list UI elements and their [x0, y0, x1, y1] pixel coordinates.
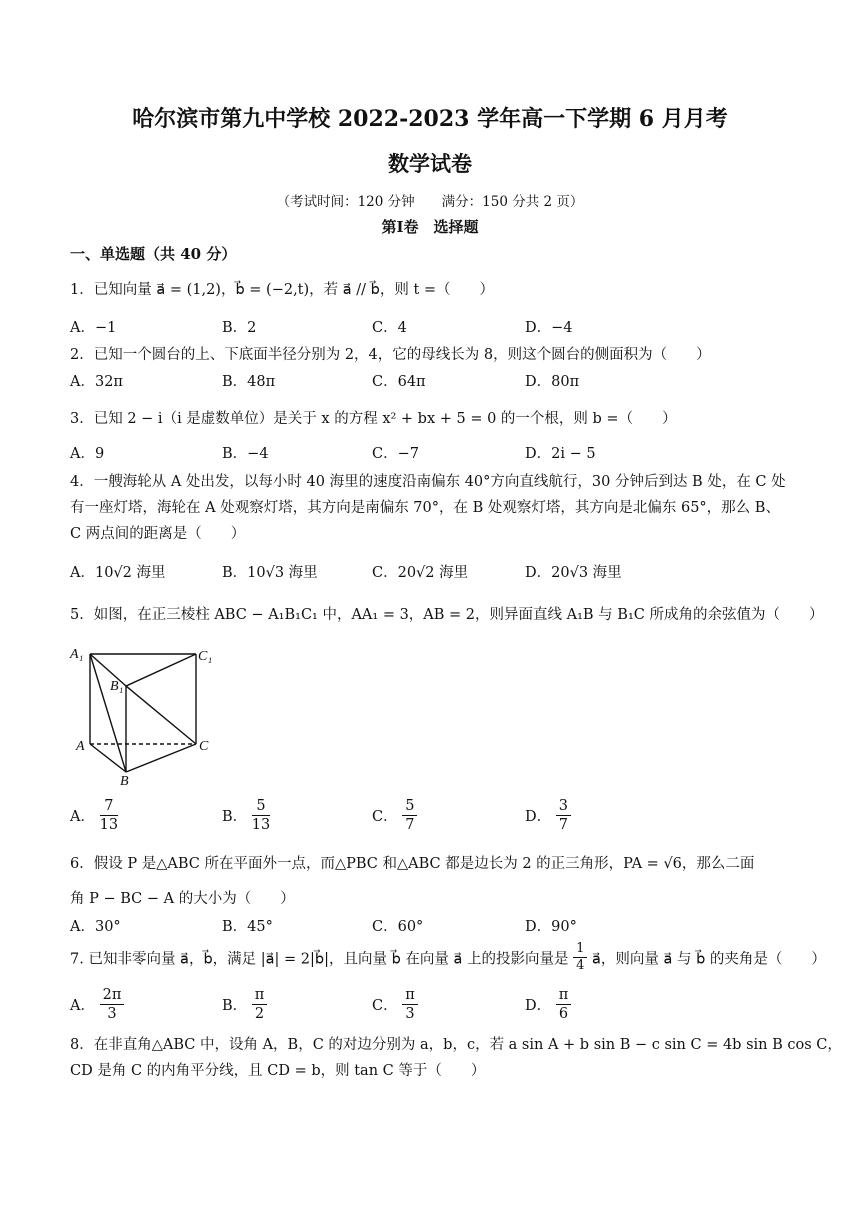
q5-option-b-den: 13 [251, 817, 271, 834]
q7-text-after: a⃗，则向量 a⃗ 与 b⃗ 的夹角是（ ） [592, 951, 826, 968]
exam-subtitle: 数学试卷 [388, 151, 472, 176]
q7-option-c-den: 3 [405, 1006, 415, 1023]
q7-option-c-letter: C． [372, 998, 398, 1015]
q3-option-c: C．−7 [372, 446, 419, 462]
question-4-line-2: 有一座灯塔，海轮在 A 处观察灯塔，其方向是南偏东 70°，在 B 处观察灯塔，其方向是北偏东 65°，那么 B、 [70, 500, 780, 516]
label-a: A [76, 739, 85, 754]
q7-option-a-num: 2π [100, 986, 125, 1005]
q4-option-c: C．20√2 海里 [372, 565, 469, 581]
q5-option-b [222, 797, 270, 834]
q6-option-d: D．90° [525, 919, 577, 935]
label-c1: C₁ [198, 649, 213, 664]
q6-option-a: A．30° [70, 919, 121, 935]
q3-option-d: D．2i − 5 [525, 446, 596, 462]
question-1: 1．已知向量 a⃗ = (1,2)，b⃗ = (−2,t)，若 a⃗ // b⃗，则 t =（ ） [70, 282, 495, 298]
q5-option-a-num: 7 [100, 797, 118, 816]
q7-option-d [525, 986, 571, 1023]
section-heading: 一、单选题（共 40 分） [70, 245, 237, 263]
question-4-line-3: C 两点间的距离是（ ） [70, 526, 246, 542]
q5-option-d [525, 797, 571, 834]
label-b1: B₁ [110, 679, 124, 694]
q4-option-a: A．10√2 海里 [70, 565, 166, 581]
q5-option-d-letter: D． [525, 809, 552, 826]
q7-frac-den: 4 [576, 958, 585, 974]
q7-option-a [70, 986, 124, 1023]
q6-option-b: B．45° [222, 919, 273, 935]
prism-figure [68, 640, 228, 788]
q1-option-a: A．−1 [70, 320, 117, 336]
q1-option-d: D．−4 [525, 320, 573, 336]
q5-option-a-letter: A． [70, 809, 95, 826]
exam-info: （考试时间：120 分钟 满分：150 分共 2 页） [276, 194, 584, 210]
q5-option-a [70, 797, 118, 834]
q4-option-d: D．20√3 海里 [525, 565, 622, 581]
q2-option-b: B．48π [222, 374, 276, 390]
q5-option-d-num: 3 [556, 797, 571, 816]
question-4-line-1: 4．一艘海轮从 A 处出发，以每小时 40 海里的速度沿南偏东 40°方向直线航行，30 分钟后到达 B 处，在 C 处 [70, 474, 786, 490]
q5-option-c [372, 797, 417, 834]
q2-option-a: A．32π [70, 374, 123, 390]
exam-title: 哈尔滨市第九中学校 2022-2023 学年高一下学期 6 月月考 [132, 106, 728, 132]
q5-option-a-den: 13 [99, 817, 119, 834]
q6-option-c: C．60° [372, 919, 424, 935]
q2-option-d: D．80π [525, 374, 580, 390]
q7-option-b-letter: B． [222, 998, 248, 1015]
q3-option-a: A．9 [70, 446, 105, 462]
q5-option-c-letter: C． [372, 809, 398, 826]
q7-option-d-num: π [556, 986, 572, 1005]
q7-option-d-den: 6 [558, 1006, 569, 1023]
q2-option-c: C．64π [372, 374, 426, 390]
q7-option-b-den: 2 [254, 1006, 265, 1023]
volume-heading: 第Ⅰ卷 选择题 [381, 218, 479, 236]
q5-option-c-num: 5 [402, 797, 417, 816]
q1-option-b: B．2 [222, 320, 257, 336]
q4-option-b: B．10√3 海里 [222, 565, 318, 581]
q7-option-c-num: π [402, 986, 418, 1005]
q7-option-a-letter: A． [70, 998, 95, 1015]
q7-option-d-letter: D． [525, 998, 552, 1015]
q5-option-b-letter: B． [222, 809, 248, 826]
q5-option-b-num: 5 [252, 797, 270, 816]
q7-text-before: 7. 已知非零向量 a⃗，b⃗，满足 |a⃗| = 2|b⃗|，且向量 b⃗ 在向量 a⃗ 上的投影向量是 [70, 951, 569, 968]
q7-option-c [372, 986, 418, 1023]
question-5: 5．如图，在正三棱柱 ABC − A₁B₁C₁ 中，AA₁ = 3，AB = 2，则异面直线 A₁B 与 B₁C 所成角的余弦值为（ ） [70, 607, 824, 623]
q5-option-d-den: 7 [558, 817, 568, 834]
q7-option-b [222, 986, 267, 1023]
question-2: 2．已知一个圆台的上、下底面半径分别为 2，4，它的母线长为 8，则这个圆台的侧面积为（ ） [70, 347, 711, 363]
question-3: 3．已知 2 − i（i 是虚数单位）是关于 x 的方程 x² + bx + 5 = 0 的一个根，则 b =（ ） [70, 411, 677, 427]
q1-option-c: C．4 [372, 320, 407, 336]
q5-option-c-den: 7 [405, 817, 415, 834]
label-c: C [199, 739, 209, 754]
question-6-line-2: 角 P − BC − A 的大小为（ ） [70, 891, 295, 907]
q7-option-a-den: 3 [107, 1006, 117, 1023]
question-8-line-2: CD 是角 C 的内角平分线，且 CD = b，则 tan C 等于（ ） [70, 1063, 486, 1079]
label-b: B [120, 774, 129, 788]
label-a1: A₁ [70, 647, 84, 662]
question-6-line-1: 6．假设 P 是△ABC 所在平面外一点，而△PBC 和△ABC 都是边长为 2 的正三角形，PA = √6，那么二面 [70, 856, 755, 872]
question-7 [70, 941, 826, 975]
q7-option-b-num: π [252, 986, 268, 1005]
q3-option-b: B．−4 [222, 446, 269, 462]
q7-frac-num: 1 [573, 941, 587, 958]
question-8-line-1: 8．在非直角△ABC 中，设角 A，B，C 的对边分别为 a，b，c，若 a sin A + b sin B − c sin C = 4b sin B cos C， [70, 1037, 842, 1053]
